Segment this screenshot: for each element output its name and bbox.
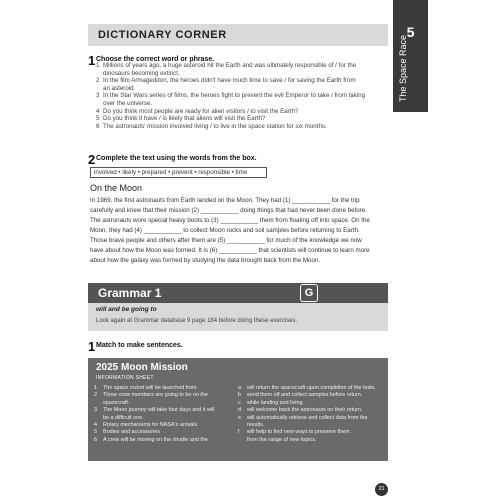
list-item: from the range of new topics. [247, 436, 317, 443]
list-item: d will welcome back the astronauts on their return. [238, 407, 363, 414]
exercise-1-list [96, 62, 388, 130]
list-item: spacecraft. [103, 399, 130, 406]
grammar-exercise-1-number: 1 [88, 339, 96, 354]
sentence-beginnings-list [94, 385, 236, 444]
exercise-2-number: 2 [88, 152, 96, 167]
mission-title: 2025 Moon Mission [96, 362, 188, 373]
sentence-endings-list [238, 385, 384, 444]
passage-line: The astronauts wore special heavy boots to (3) ___________ them from floating off into space. On the [90, 217, 370, 224]
passage-title: On the Moon [90, 183, 143, 193]
grammar-header [88, 283, 388, 303]
passage-line: In 1969, the first astronauts from Earth landed on the Moon. They had (1) ___________ for the trip [90, 197, 360, 204]
page-number: 21 [378, 486, 385, 492]
list-item: 5 Bodies and accessories [94, 429, 160, 436]
list-item: 6 A crew will be moving on the shuttle and the [94, 436, 208, 443]
list-item: 2 In the film Armageddon, the heroes didn't have much time to save / for saving the Earth from [96, 77, 356, 85]
exercise-1-instruction: Choose the correct word or phrase. [96, 56, 215, 63]
list-item: 3 The Moon journey will take four days and it will [94, 407, 215, 414]
unit-title: The Space Race [398, 34, 408, 102]
grammar-badge-letter: G [304, 287, 314, 299]
grammar-subheading: will and be going to [96, 306, 157, 313]
word-box: involved • likely • prepared • prevent • responsible • time [90, 167, 267, 178]
list-item: dinosaurs becoming extinct. [103, 69, 180, 77]
list-item: 4 Rotary mechanisms for NASA's arrivals [94, 422, 198, 429]
list-item: 5 Do you think it have / is likely that aliens will visit the Earth? [96, 115, 266, 123]
list-item: 3 In the Star Wars series of films, the heroes fight to prevent the evil Emperor to take / from taking [96, 92, 366, 100]
list-item: 1 The space rocket will be launched from [94, 385, 197, 391]
grammar-exercise-1-instruction: Match to make sentences. [96, 342, 183, 349]
list-item: be a difficult one. [103, 414, 144, 421]
exercise-1-number: 1 [88, 53, 96, 68]
grammar-note: Look again at Grammar database 9 page 184 before doing these exercises. [96, 318, 298, 324]
list-item: f will help to find new ways to preserve them. [238, 429, 351, 436]
list-item: b send them off and collect samples before return. [238, 392, 363, 399]
list-item: 6 The astronauts' mission involved living / to live in the space station for six months. [96, 122, 327, 130]
passage-line: Those brave people and others after them are (5) ___________ for much of the knowledge we now [90, 237, 362, 244]
list-item: a will return the spacecraft upon completion of the tests. [238, 385, 376, 391]
list-item: over the universe. [103, 99, 153, 107]
list-item: 2 Three crew members are going to be on the [94, 392, 208, 399]
passage-line: carefully and knew that their mission (2) ___________ doing things that had never been done before. [90, 207, 367, 214]
unit-number: 5 [406, 24, 415, 40]
grammar-title: Grammar 1 [98, 286, 162, 300]
passage-line: have about how the Moon was formed. It is (6) ___________ that scientists will continue to learn more [90, 247, 370, 254]
passage-text [90, 196, 390, 266]
moon-mission-info-sheet [88, 358, 388, 461]
unit-side-tab [393, 0, 428, 112]
list-item: 1 Millions of years ago, a huge asteroid hit the Earth and was ultimately responsible of / for the [96, 62, 357, 69]
list-item: e will automatically retrieve and collect data from the results. [238, 414, 368, 429]
page-number-badge [375, 483, 388, 496]
list-item: an asteroid. [103, 84, 136, 92]
dictionary-corner-title: DICTIONARY CORNER [98, 29, 227, 41]
list-item: 4 Do you think most people are ready for alien visitors / to visit the Earth? [96, 107, 299, 115]
grammar-badge-icon [300, 284, 318, 302]
mission-subtitle: INFORMATION SHEET [96, 375, 154, 381]
passage-line: Moon, they had (4) ___________ to collect Moon rocks and soil samples before returning to Earth. [90, 227, 360, 234]
list-item: c while landing and living. [238, 399, 304, 406]
exercise-2-instruction: Complete the text using the words from the box. [96, 155, 257, 162]
passage-line: about how the galaxy was formed by studying the data brought back from the Moon. [90, 257, 321, 264]
dictionary-corner-header [88, 24, 388, 46]
